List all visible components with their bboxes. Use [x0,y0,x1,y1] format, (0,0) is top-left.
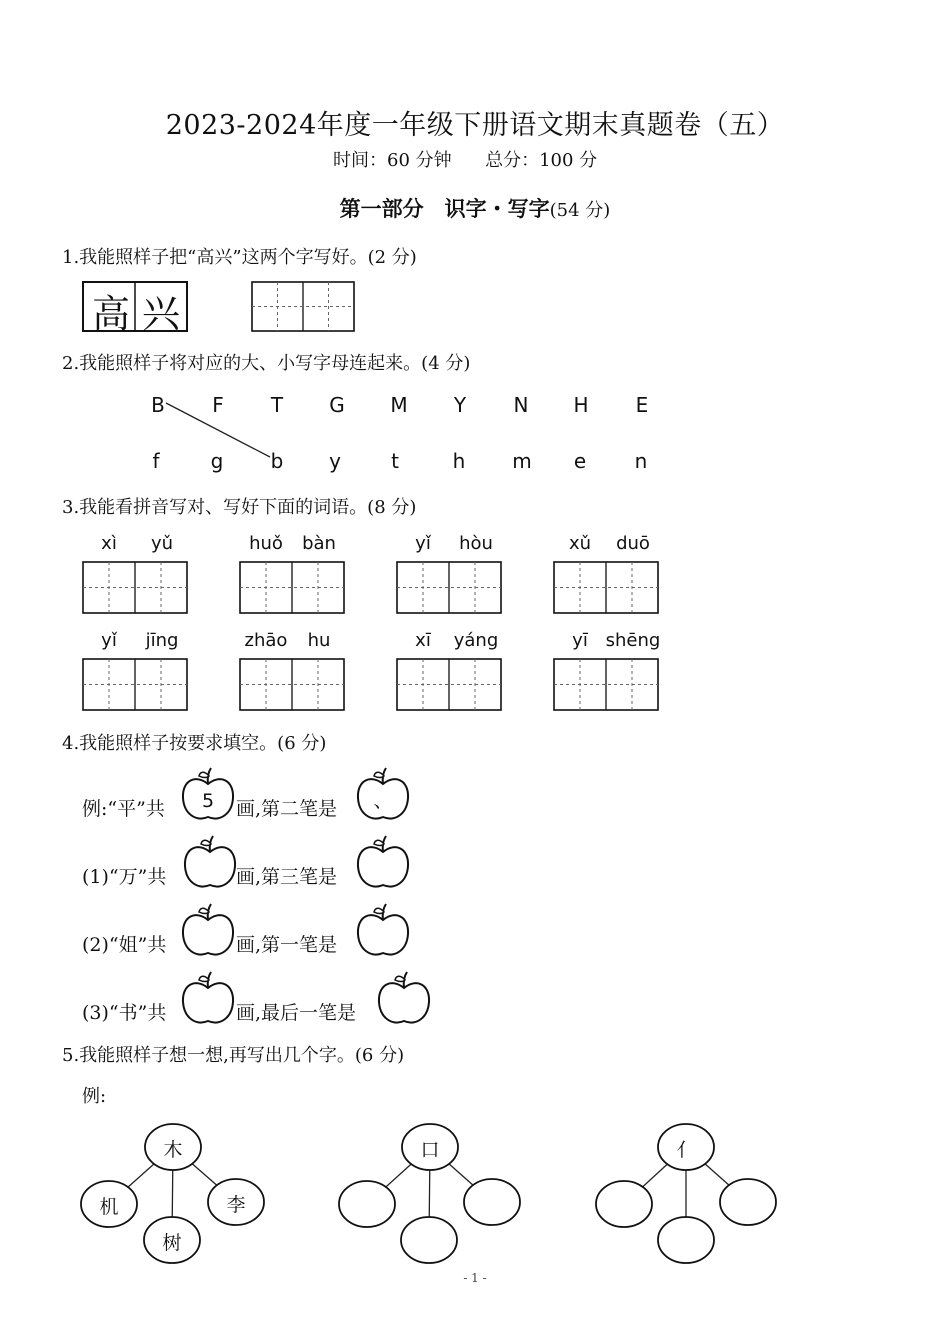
question-3-prompt: 3.我能看拼音写对、写好下面的词语。(8 分) [62,497,417,518]
tree-char-bottom: 树 [162,1232,182,1254]
pinyin-syllable: xī [415,630,431,651]
writing-grid[interactable] [239,561,347,616]
lower-letter[interactable]: m [512,449,532,473]
upper-letter[interactable]: Y [453,393,467,417]
tree-char-center: 木 [163,1139,183,1161]
lower-letter[interactable]: f [152,449,160,473]
tree-node-left[interactable] [596,1181,652,1227]
upper-letter[interactable]: G [329,393,345,417]
tree-char-left: 机 [99,1196,119,1218]
tree-node-right[interactable] [464,1179,520,1225]
tree-char-right: 李 [226,1194,246,1216]
pinyin-syllable: bàn [302,533,336,554]
tree-char-center: 口 [420,1139,440,1161]
pinyin-syllable: duō [616,533,650,554]
writing-grid[interactable] [239,658,347,713]
stroke-question-text: 画,第二笔是 [236,798,338,820]
tree-char-center: 亻 [676,1139,696,1161]
pinyin-syllable: yī [572,630,588,651]
lower-letter[interactable]: y [329,449,341,473]
apple-answer-box[interactable] [180,902,236,960]
upper-letter[interactable]: E [635,393,649,417]
stroke-question-text: (2)“姐”共 [82,934,167,956]
apple-answer-box[interactable] [355,834,411,892]
tree-node-right[interactable] [720,1179,776,1225]
lower-letter[interactable]: e [573,449,587,473]
example-match-line [0,0,950,500]
upper-letter[interactable]: N [513,393,529,417]
apple-answer-box[interactable] [355,902,411,960]
writing-grid[interactable] [82,658,190,713]
part-points: (54 分) [549,200,611,221]
writing-grid[interactable] [553,561,661,616]
upper-letter[interactable]: M [390,393,408,417]
pinyin-syllable: yǐ [101,630,117,651]
tree-node-bottom[interactable] [401,1217,457,1263]
pinyin-syllable: huǒ [249,533,283,554]
stroke-question-text: 画,第一笔是 [236,934,338,956]
stroke-question-text: 画,第三笔是 [236,866,338,888]
question-2-prompt: 2.我能照样子将对应的大、小写字母连起来。(4 分) [62,353,471,374]
page-number: - 1 - [463,1271,487,1285]
part-label: 第一部分 识字・写字 [339,196,550,221]
upper-letter[interactable]: F [212,393,224,417]
tree-node-bottom[interactable] [658,1217,714,1263]
writing-grid[interactable] [553,658,661,713]
stroke-answer: 、 [373,790,393,812]
stroke-question-text: (3)“书”共 [82,1002,167,1024]
upper-letter[interactable]: B [151,393,165,417]
apple-answer-box[interactable] [376,970,432,1028]
apple-answer-box[interactable] [180,970,236,1028]
pinyin-syllable: yǐ [415,533,431,554]
example-label: 例: [82,1086,107,1107]
tree-node-left[interactable] [339,1181,395,1227]
lower-letter[interactable]: n [634,449,648,473]
character-trees [0,1100,950,1270]
exam-time: 时间：60 分钟 [333,150,452,171]
stroke-count-answer: 5 [201,790,215,812]
pinyin-syllable: shēng [605,630,661,651]
lower-letter[interactable]: t [391,449,399,473]
pinyin-syllable: yǔ [150,533,174,554]
question-5-prompt: 5.我能照样子想一想,再写出几个字。(6 分) [62,1045,405,1066]
lower-letter[interactable]: h [452,449,466,473]
exam-total: 总分：100 分 [485,150,598,171]
sample-char-1: 高 [91,292,130,336]
writing-grid[interactable] [396,561,504,616]
pinyin-syllable: hu [307,630,331,651]
apple-answer-box[interactable] [182,834,238,892]
question-1-prompt: 1.我能照样子把“高兴”这两个字写好。(2 分) [62,247,417,268]
lower-letter[interactable]: b [270,449,284,473]
writing-grid[interactable] [396,658,504,713]
stroke-question-text: 例:“平”共 [82,798,165,820]
page-title: 2023-2024年度一年级下册语文期末真题卷（五） [165,110,785,141]
stroke-question-text: (1)“万”共 [82,866,167,888]
upper-letter[interactable]: H [573,393,589,417]
pinyin-syllable: hòu [459,533,493,554]
stroke-question-text: 画,最后一笔是 [236,1002,357,1024]
pinyin-syllable: zhāo [244,630,288,651]
question-4-prompt: 4.我能照样子按要求填空。(6 分) [62,733,327,754]
upper-letter[interactable]: T [270,393,284,417]
pinyin-syllable: xì [101,533,117,554]
writing-grid[interactable] [82,561,190,616]
pinyin-syllable: yáng [453,630,499,651]
lower-letter[interactable]: g [210,449,224,473]
pinyin-syllable: jīng [145,630,179,651]
pinyin-syllable: xǔ [568,533,592,554]
sample-char-2: 兴 [141,292,180,336]
